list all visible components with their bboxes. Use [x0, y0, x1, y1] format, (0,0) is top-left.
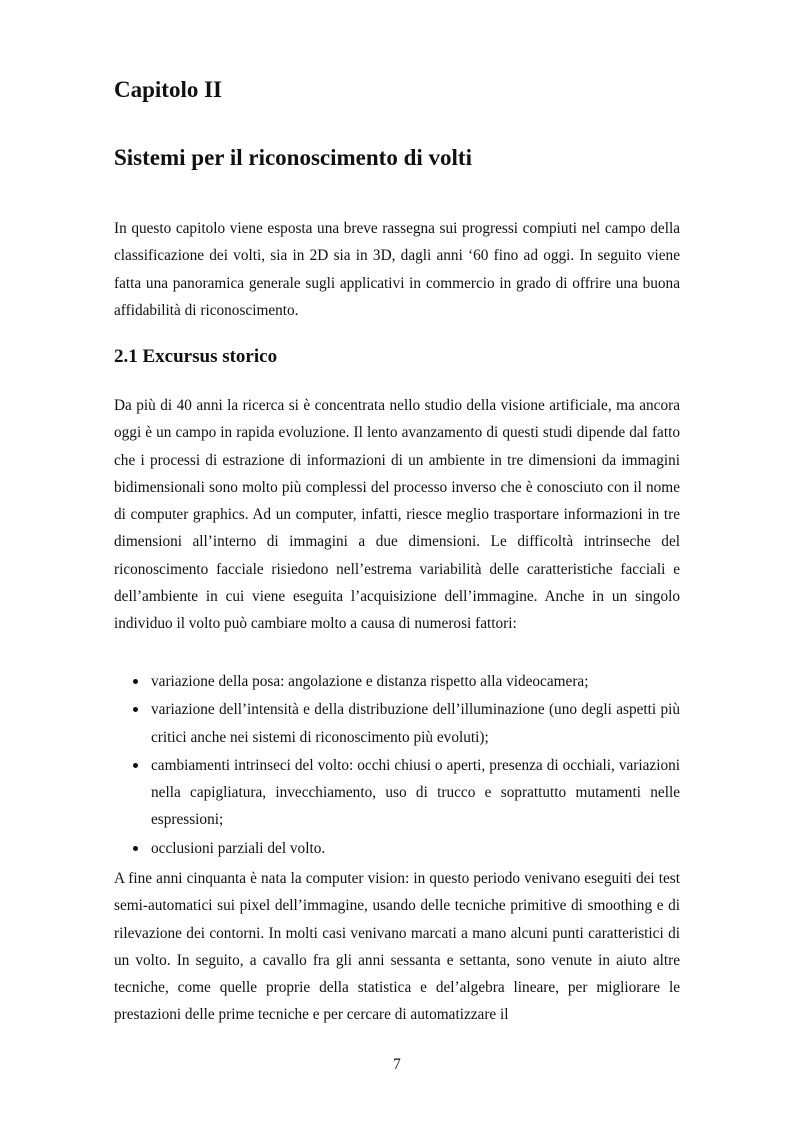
- list-item-text: variazione della posa: angolazione e distanza rispetto alla videocamera;: [151, 673, 589, 690]
- bullet-icon: [133, 679, 138, 684]
- list-item: [114, 835, 680, 862]
- list-item: [114, 696, 680, 751]
- body-paragraph-2: A fine anni cinquanta è nata la computer vision: in questo periodo venivano eseguiti dei test semi-automatici sui pixel dell’immagine, usando delle tecniche primitive di smoothing e di rilevazione dei contorni. In molti casi venivano marcati a mano alcuni punti caratteristici di un volto. In seguito, a cavallo fra gli anni sessanta e settanta, sono venute in aiuto altre tecniche, come quelle proprie della statistica e del’algebra lineare, per migliorare le prestazioni delle prime tecniche e per cercare di automatizzare il: [114, 870, 680, 1024]
- bullet-icon: [133, 707, 138, 712]
- intro-paragraph: In questo capitolo viene esposta una breve rassegna sui progressi compiuti nel campo della classificazione dei volti, sia in 2D sia in 3D, dagli anni ‘60 fino ad oggi. In seguito viene fatta una panoramica generale sugli applicativi in commercio in grado di offrire una buona affidabilità di riconoscimento.: [114, 220, 680, 319]
- bullet-icon: [133, 763, 138, 768]
- page-number: 7: [393, 1056, 401, 1073]
- list-item-text: occlusioni parziali del volto.: [151, 839, 326, 857]
- factors-list: [114, 668, 680, 863]
- chapter-title: Sistemi per il riconoscimento di volti: [114, 145, 472, 170]
- list-item-text: cambiamenti intrinseci del volto: occhi chiusi o aperti, presenza di occhiali, variazioni nella capigliatura, invecchiamento, uso di trucco e soprattutto mutamenti nelle espressioni;: [151, 756, 680, 829]
- list-item-text: variazione dell’intensità e della distribuzione dell’illuminazione (uno degli aspetti più critici anche nei sistemi di riconoscimento più evoluti);: [151, 701, 680, 746]
- list-item: [114, 668, 680, 695]
- body-paragraph-1: Da più di 40 anni la ricerca si è concentrata nello studio della visione artificiale, ma ancora oggi è un campo in rapida evoluzione. Il lento avanzamento di questi studi dipende dal fatto che i processi di estrazione di informazioni di un ambiente in tre dimensioni da immagini bidimensionali sono molto più complessi del processo inverso che è conosciuto con il nome di computer graphics. Ad un computer, infatti, riesce meglio trasportare informazioni in tre dimensioni all’interno di immagini a due dimensioni. Le difficoltà intrinseche del riconoscimento facciale risiedono nell’estrema variabilità delle caratteristiche facciali e dell’ambiente in cui viene eseguita l’acquisizione dell’immagine. Anche in un singolo individuo il volto può cambiare molto a causa di numerosi fattori:: [114, 397, 680, 633]
- bullet-icon: [133, 846, 138, 851]
- list-item: [114, 752, 680, 834]
- chapter-label: Capitolo II: [114, 77, 222, 102]
- section-heading: 2.1 Excursus storico: [114, 346, 278, 367]
